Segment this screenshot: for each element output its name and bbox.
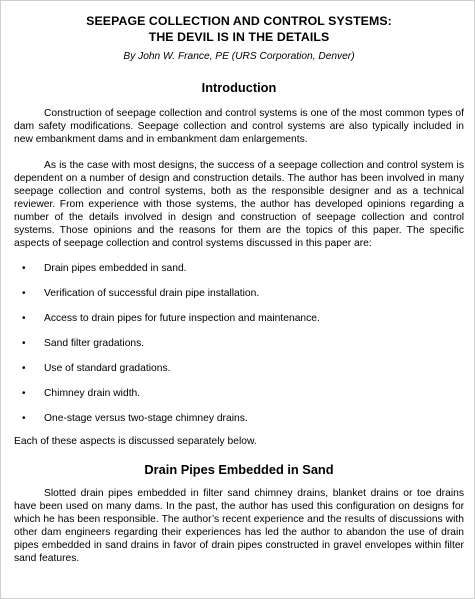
list-item-text: Access to drain pipes for future inspection and maintenance. xyxy=(44,313,320,324)
paper-title-line-1: SEEPAGE COLLECTION AND CONTROL SYSTEMS: xyxy=(86,14,392,28)
introduction-heading: Introduction xyxy=(201,80,277,95)
bullet-icon: • xyxy=(22,363,26,374)
introduction-paragraph-1: Construction of seepage collection and control systems is one of the most common types of dam safety modifications. Seepage collection and control systems are also typically included in new embankment dams and in embankment dam enlargements. xyxy=(14,108,464,145)
list-item xyxy=(14,412,464,425)
list-item xyxy=(14,387,464,400)
bullet-icon: • xyxy=(22,313,26,324)
list-item xyxy=(14,262,464,275)
list-item xyxy=(14,362,464,375)
drain-pipes-paragraph: Slotted drain pipes embedded in filter sand chimney drains, blanket drains or toe drains have been used on many dams. In the past, the author has used this configuration on designs for which he has been responsible. The author’s recent experience and the results of discussions with other dam engineers regarding their experiences has led the author to abandon the use of drain pipes embedded in sand drains in favor of drain pipes constructed in gravel envelopes within filter sand features. xyxy=(14,488,464,564)
introduction-paragraph-2: As is the case with most designs, the success of a seepage collection and control system is dependent on a number of design and construction details. The author has been involved in many seepage collection and control systems, both as the responsible designer and as a technical reviewer. From experience with those systems, the author has developed opinions regarding a number of the details involved in design and construction of seepage collection and control systems. Those opinions and the reasons for them are the topics of this paper. The specific aspects of seepage collection and control systems discussed in this paper are: xyxy=(14,160,464,249)
bullet-icon: • xyxy=(22,413,26,424)
paper-title-line-2: THE DEVIL IS IN THE DETAILS xyxy=(148,30,330,44)
list-item-text: Use of standard gradations. xyxy=(44,363,171,374)
bullet-icon: • xyxy=(22,388,26,399)
list-item-text: Verification of successful drain pipe installation. xyxy=(44,288,260,299)
list-item xyxy=(14,287,464,300)
paper-title xyxy=(14,13,464,45)
list-item-text: Chimney drain width. xyxy=(44,388,141,399)
bullet-icon: • xyxy=(22,288,26,299)
aspects-list xyxy=(14,262,464,425)
list-item xyxy=(14,312,464,325)
drain-pipes-heading: Drain Pipes Embedded in Sand xyxy=(144,462,334,477)
bullet-icon: • xyxy=(22,263,26,274)
list-item-text: Sand filter gradations. xyxy=(44,338,145,349)
introduction-closing: Each of these aspects is discussed separately below. xyxy=(14,436,257,447)
list-item xyxy=(14,337,464,350)
bullet-icon: • xyxy=(22,338,26,349)
list-item-text: Drain pipes embedded in sand. xyxy=(44,263,187,274)
document-content xyxy=(14,13,464,565)
list-item-text: One-stage versus two-stage chimney drains. xyxy=(44,413,248,424)
author-byline: By John W. France, PE (URS Corporation, Denver) xyxy=(123,51,355,62)
